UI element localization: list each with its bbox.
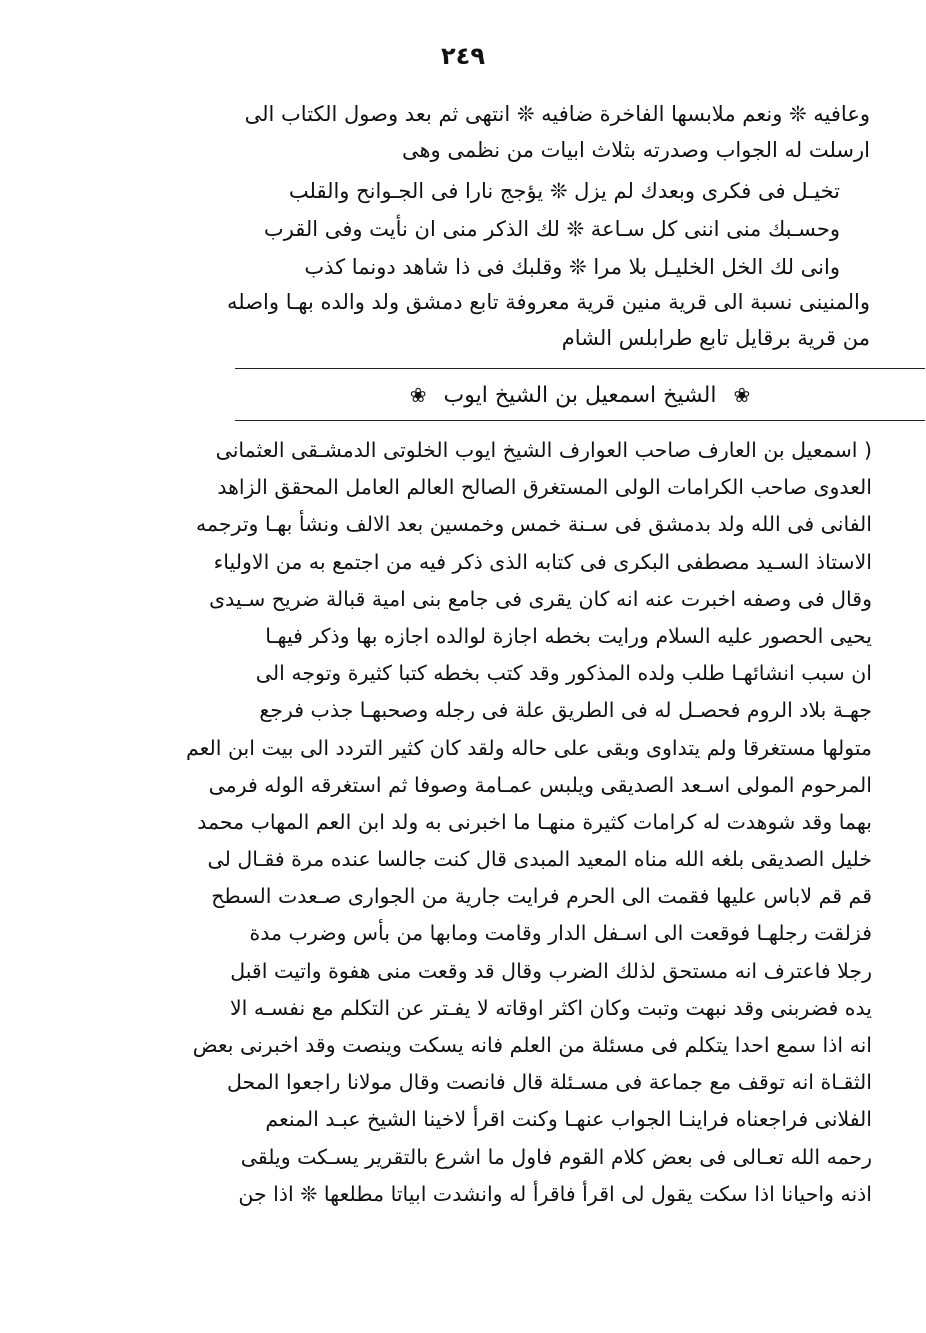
text-line: العدوى صاحب الكرامات الولى المستغرق الصالح العالم العامل المحقق الزاهد <box>217 475 872 500</box>
verse-line: وحسـبك منى اننى كل سـاعة ❊ لك الذكر منى ان نأيت وفى القرب <box>263 217 840 241</box>
text-line: بهما وقد شوهدت له كرامات كثيرة منهـا ما اخبرنى به ولد ابن العم المهاب محمد <box>197 809 872 834</box>
text-line: ارسلت له الجواب وصدرته بثلاث ابيات من نظمى وهى <box>401 138 870 162</box>
text-line: والمنينى نسبة الى قرية منين قرية معروفة تابع دمشق ولد والده بهـا واصله <box>227 290 870 314</box>
text-line: يده فضربنى وقد نبهت وتبت وكان اكثر اوقاته لا يفـتر عن التكلم مع نفسـه الا <box>229 995 872 1020</box>
page-number: ٢٤٩ <box>441 42 485 70</box>
text-line: من قرية برقايل تابع طرابلس الشام <box>561 326 870 350</box>
text-line: الفلانى فراجعناه فراينـا الجواب عنهـا وكنت اقرأ لاخينا الشيخ عبـد المنعم <box>265 1107 872 1132</box>
text-line: ان سبب انشائهـا طلب ولده المذكور وقد كتب بخطه كتبا كثيرة وتوجه الى <box>255 661 872 686</box>
text-line: وعافيه ❊ ونعم ملابسها الفاخرة ضافيه ❊ انتهى ثم بعد وصول الكتاب الى <box>244 102 870 126</box>
ornament-icon: ❀ <box>409 383 427 407</box>
text-line: اذنه واحيانا اذا سكت يقول لى اقرأ فاقرأ له وانشدت ابياتا مطلعها ❊ اذا جن <box>238 1181 872 1206</box>
biography-paragraph <box>182 432 872 1213</box>
note-paragraph <box>180 284 870 356</box>
text-line: قم قم لاباس عليها فقمت الى الحرم فرايت جارية من الجوارى صـعدت السطح <box>211 884 872 909</box>
intro-paragraph <box>180 96 870 168</box>
text-line: يحيى الحصور عليه السلام ورايت بخطه اجازة لوالده اجازه بها وذكر فيهـا <box>265 623 872 648</box>
text-line: رجلا فاعترف انه مستحق لذلك الضرب وقال قد وقعت منى هفوة واتيت اقبل <box>230 958 872 983</box>
verse-line: تخيـل فى فكرى وبعدك لم يزل ❊ يؤجج نارا فى الجـوانح والقلب <box>288 179 840 203</box>
verse-line: وانى لك الخل الخليـل بلا مرا ❊ وقلبك فى ذا شاهد دونما كذب <box>304 255 840 279</box>
text-line: الثقـاة انه توقف مع جماعة فى مسـئلة قال فانصت وقال مولانا راجعوا المحل <box>226 1070 872 1095</box>
section-divider-bottom <box>235 420 925 421</box>
section-divider-top <box>235 368 925 369</box>
poem-verses <box>180 172 870 286</box>
text-line: وقال فى وصفه اخبرت عنه انه كان يقرى فى جامع بنى امية قبالة ضريح سـيدى <box>209 586 872 611</box>
text-line: فزلقت رجلهـا فوقعت الى اسـفل الدار وقامت ومابها من بأس وضرب مدة <box>249 921 872 946</box>
text-line: متولها مستغرقا ولم يتداوى وبقى على حاله ولقد كان كثير التردد الى بيت ابن العم <box>185 735 872 760</box>
section-heading <box>235 374 925 416</box>
ornament-icon: ❀ <box>733 383 751 407</box>
text-line: المرحوم المولى اسـعد الصديقى ويلبس عمـامة وصوفا ثم استغرقه الوله فرمى <box>208 772 872 797</box>
text-line: الاستاذ السـيد مصطفى البكرى فى كتابه الذى ذكر فيه من اجتمع به من الاولياء <box>213 549 872 574</box>
text-line: رحمه الله تعـالى فى بعض كلام القوم فاول ما اشرع بالتقرير يسـكت ويلقى <box>240 1144 872 1169</box>
text-line: الفانى فى الله ولد بدمشق فى سـنة خمس وخمسين بعد الالف ونشأ بهـا وترجمه <box>196 512 872 537</box>
text-line: انه اذا سمع احدا يتكلم فى مسئلة من العلم فانه يسكت وينصت وقد اخبرنى بعض <box>192 1033 872 1057</box>
text-line: جهـة بلاد الروم فحصـل له فى الطريق علة فى رجله وصحبهـا جذب فرجع <box>259 698 872 723</box>
text-line: ( اسمعيل بن العارف صاحب العوارف الشيخ ايوب الخلوتى الدمشـقى العثمانى <box>215 438 872 462</box>
text-line: خليل الصديقى بلغه الله مناه المعيد المبدى قال كنت جالسا عنده مرة فقـال لى <box>207 847 872 872</box>
section-title: الشيخ اسمعيل بن الشيخ ايوب <box>443 383 717 408</box>
